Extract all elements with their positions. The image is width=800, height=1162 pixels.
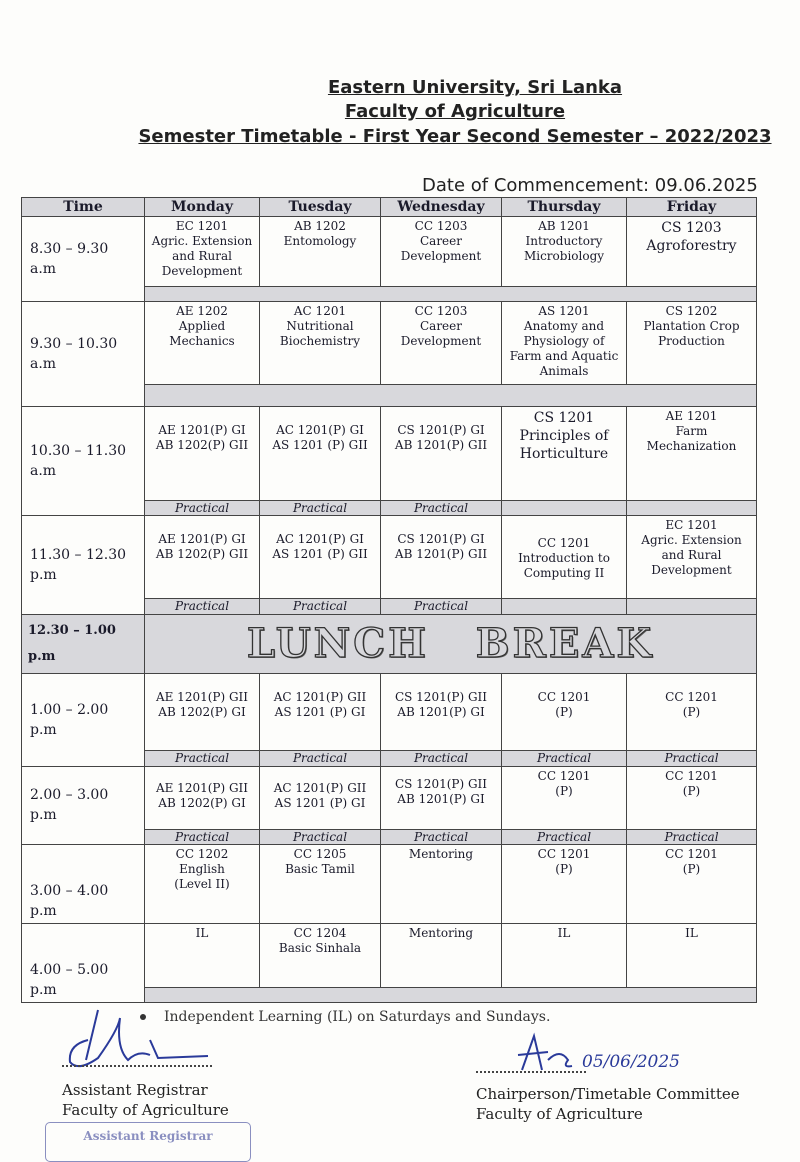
- faculty-title: Faculty of Agriculture: [344, 101, 566, 122]
- signature-date: 05/06/2025: [582, 1052, 680, 1072]
- class-cell: AC 1201 Nutritional Biochemistry: [260, 301, 381, 385]
- class-cell: CC 1201 (P): [627, 673, 757, 750]
- class-cell: CC 1202 English (Level II): [145, 844, 260, 923]
- table-row: [22, 301, 757, 385]
- class-cell: AE 1201(P) GII AB 1202(P) GI: [145, 766, 260, 829]
- practical-label: Practical: [260, 829, 381, 844]
- grey-strip: [502, 500, 627, 515]
- practical-label: Practical: [627, 751, 757, 766]
- col-tuesday: Tuesday: [260, 198, 381, 217]
- table-row: [22, 217, 757, 286]
- col-thursday: Thursday: [502, 198, 627, 217]
- practical-label: Practical: [502, 829, 627, 844]
- timetable: [21, 197, 757, 1003]
- time-cell: 1.00 – 2.00 p.m: [22, 673, 145, 766]
- table-row: [22, 673, 757, 750]
- grey-strip: [145, 385, 757, 406]
- practical-label: Practical: [502, 751, 627, 766]
- signatory-left: Assistant Registrar Faculty of Agriculture: [62, 1081, 229, 1119]
- class-cell: CC 1205 Basic Tamil: [260, 844, 381, 923]
- time-cell: 10.30 – 11.30 a.m: [22, 406, 145, 515]
- class-cell: CS 1201(P) GI AB 1201(P) GII: [381, 515, 502, 599]
- header-row: [22, 198, 757, 217]
- class-cell: CC 1201 Introduction to Computing II: [502, 515, 627, 599]
- class-cell: CS 1202 Plantation Crop Production: [627, 301, 757, 385]
- university-title: Eastern University, Sri Lanka: [327, 77, 623, 98]
- time-cell: 3.00 – 4.00 p.m: [22, 844, 145, 923]
- class-cell: AC 1201(P) GI AS 1201 (P) GII: [260, 406, 381, 500]
- class-cell: AC 1201(P) GII AS 1201 (P) GI: [260, 673, 381, 750]
- class-cell: CC 1201 (P): [502, 766, 627, 829]
- class-cell: AE 1201(P) GI AB 1202(P) GII: [145, 515, 260, 599]
- official-stamp: Assistant Registrar: [45, 1122, 251, 1162]
- lunch-break-banner: LUNCH BREAK: [145, 614, 757, 673]
- class-cell: IL: [502, 924, 627, 987]
- time-cell: 2.00 – 3.00 p.m: [22, 766, 145, 844]
- il-note: Independent Learning (IL) on Saturdays and Sundays.: [140, 1009, 550, 1025]
- class-cell: AC 1201(P) GI AS 1201 (P) GII: [260, 515, 381, 599]
- table-row: [22, 924, 757, 987]
- class-cell: AE 1201(P) GII AB 1202(P) GI: [145, 673, 260, 750]
- practical-label: Practical: [381, 751, 502, 766]
- class-cell: AS 1201 Anatomy and Physiology of Farm and Aquatic Animals: [502, 301, 627, 385]
- col-monday: Monday: [145, 198, 260, 217]
- class-cell: IL: [145, 924, 260, 987]
- class-cell: CC 1204 Basic Sinhala: [260, 924, 381, 987]
- timetable-title: Semester Timetable - First Year Second Semester – 2022/2023: [138, 126, 772, 147]
- class-cell: CC 1201 (P): [627, 844, 757, 923]
- table-row: [22, 844, 757, 923]
- grey-strip: [627, 599, 757, 614]
- practical-label: Practical: [145, 599, 260, 614]
- class-cell: CC 1201 (P): [502, 844, 627, 923]
- class-cell: AE 1202 Applied Mechanics: [145, 301, 260, 385]
- class-cell: AC 1201(P) GII AS 1201 (P) GI: [260, 766, 381, 829]
- class-cell: IL: [627, 924, 757, 987]
- practical-label: Practical: [381, 829, 502, 844]
- table-row: [22, 406, 757, 500]
- practical-label: Practical: [260, 599, 381, 614]
- time-cell: 8.30 – 9.30 a.m: [22, 217, 145, 302]
- col-friday: Friday: [627, 198, 757, 217]
- class-cell: CS 1201 Principles of Horticulture: [502, 406, 627, 500]
- lunch-row: [22, 614, 757, 673]
- practical-label: Practical: [260, 500, 381, 515]
- practical-label: Practical: [260, 751, 381, 766]
- grey-strip: [145, 286, 757, 301]
- time-cell: 11.30 – 12.30 p.m: [22, 515, 145, 614]
- class-cell: AB 1201 Introductory Microbiology: [502, 217, 627, 286]
- class-cell: CC 1203 Career Development: [381, 217, 502, 286]
- col-time: Time: [22, 198, 145, 217]
- practical-label: Practical: [145, 500, 260, 515]
- class-cell: AE 1201(P) GI AB 1202(P) GII: [145, 406, 260, 500]
- class-cell: CS 1201(P) GI AB 1201(P) GII: [381, 406, 502, 500]
- signature-left-icon: [58, 1000, 238, 1080]
- grey-strip: [627, 500, 757, 515]
- practical-label: Practical: [381, 599, 502, 614]
- class-cell: AB 1202 Entomology: [260, 217, 381, 286]
- practical-label: Practical: [381, 500, 502, 515]
- commencement-date: Date of Commencement: 09.06.2025: [422, 175, 758, 196]
- class-cell: CC 1201 (P): [502, 673, 627, 750]
- lunch-time: 12.30 – 1.00 p.m: [22, 614, 145, 673]
- signatory-right: Chairperson/Timetable Committee Faculty of Agriculture: [476, 1085, 740, 1123]
- class-cell: CS 1203 Agroforestry: [627, 217, 757, 286]
- time-cell: 9.30 – 10.30 a.m: [22, 301, 145, 406]
- table-row: [22, 515, 757, 599]
- class-cell: EC 1201 Agric. Extension and Rural Development: [627, 515, 757, 599]
- signature-right-icon: [512, 1030, 582, 1075]
- class-cell: EC 1201 Agric. Extension and Rural Development: [145, 217, 260, 286]
- class-cell: Mentoring: [381, 844, 502, 923]
- class-cell: Mentoring: [381, 924, 502, 987]
- class-cell: AE 1201 Farm Mechanization: [627, 406, 757, 500]
- signature-line-left: [62, 1065, 212, 1067]
- class-cell: CC 1203 Career Development: [381, 301, 502, 385]
- practical-label: Practical: [145, 829, 260, 844]
- class-cell: CC 1201 (P): [627, 766, 757, 829]
- class-cell: CS 1201(P) GII AB 1201(P) GI: [381, 766, 502, 829]
- signature-line-right: [476, 1071, 586, 1073]
- class-cell: CS 1201(P) GII AB 1201(P) GI: [381, 673, 502, 750]
- col-wednesday: Wednesday: [381, 198, 502, 217]
- time-cell: 4.00 – 5.00 p.m: [22, 924, 145, 1003]
- practical-label: Practical: [627, 829, 757, 844]
- table-row: [22, 766, 757, 829]
- grey-strip: [502, 599, 627, 614]
- practical-label: Practical: [145, 751, 260, 766]
